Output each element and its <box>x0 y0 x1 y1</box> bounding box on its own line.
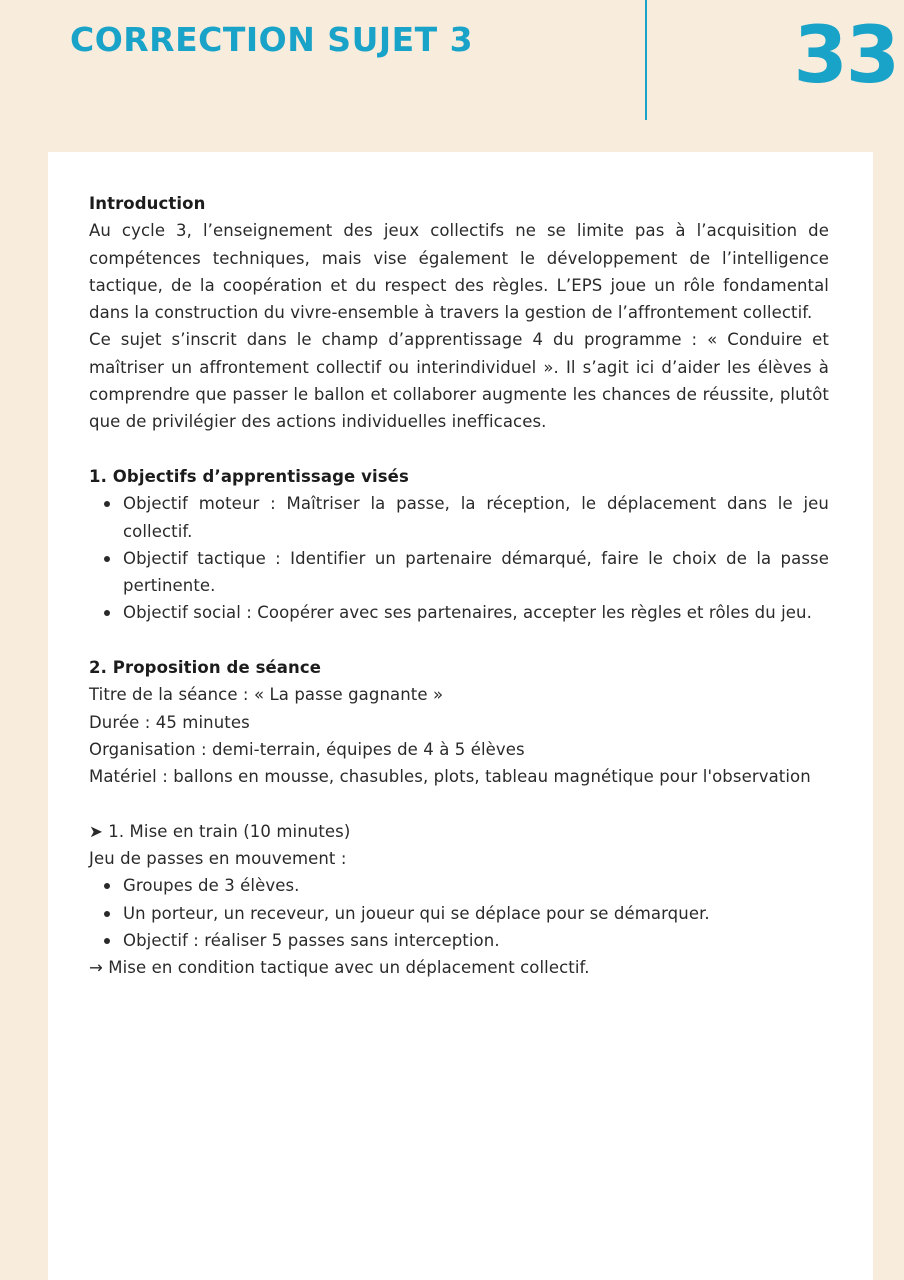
spacer <box>89 627 829 654</box>
list-item: Objectif moteur : Maîtriser la passe, la réception, le déplacement dans le jeu collectif. <box>123 490 829 545</box>
page-number: 33 <box>793 11 898 101</box>
list-item: Objectif tactique : Identifier un partenaire démarqué, faire le choix de la passe pertinente. <box>123 545 829 600</box>
session-title: Titre de la séance : « La passe gagnante » <box>89 685 444 705</box>
session-materiel: Matériel : ballons en mousse, chasubles, plots, tableau magnétique pour l'observation <box>89 767 811 787</box>
list-item: Objectif social : Coopérer avec ses partenaires, accepter les règles et rôles du jeu. <box>123 599 829 626</box>
spacer <box>89 791 829 818</box>
content-card <box>48 152 873 1280</box>
objectives-list <box>89 490 829 626</box>
page-title: CORRECTION SUJET 3 <box>70 20 474 59</box>
list-item: Groupes de 3 élèves. <box>123 872 829 899</box>
session-duration: Durée : 45 minutes <box>89 712 250 732</box>
session-heading: 2. Proposition de séance <box>89 658 322 678</box>
content-body <box>89 190 829 982</box>
intro-paragraph-2: Ce sujet s’inscrit dans le champ d’apprentissage 4 du programme : « Conduire et maîtriser un affrontement collectif ou interindividuel ». Il s’agit ici d’aider les élèves à comprendre que passer le ballon et collaborer augmente les chances de réussite, plutôt que de privilégier des actions individuelles inefficaces. <box>89 330 829 432</box>
header-divider <box>645 0 647 120</box>
list-item: Objectif : réaliser 5 passes sans interception. <box>123 927 829 954</box>
phase-1-title: ➤ 1. Mise en train (10 minutes) <box>89 821 351 841</box>
session-organisation: Organisation : demi-terrain, équipes de 4 à 5 élèves <box>89 739 525 759</box>
objectives-heading: 1. Objectifs d’apprentissage visés <box>89 466 409 486</box>
intro-heading: Introduction <box>89 194 206 213</box>
phase-1-list <box>89 872 829 954</box>
list-item: Un porteur, un receveur, un joueur qui se déplace pour se démarquer. <box>123 900 829 927</box>
phase-1-intro: Jeu de passes en mouvement : <box>89 849 347 869</box>
intro-paragraph-1: Au cycle 3, l’enseignement des jeux collectifs ne se limite pas à l’acquisition de compétences techniques, mais vise également le développement de l’intelligence tactique, de la coopération et du respect des règles. L’EPS joue un rôle fondamental dans la construction du vivre-ensemble à travers la gestion de l’affrontement collectif. <box>89 221 829 323</box>
spacer <box>89 436 829 463</box>
phase-1-conclusion: → Mise en condition tactique avec un déplacement collectif. <box>89 958 590 978</box>
